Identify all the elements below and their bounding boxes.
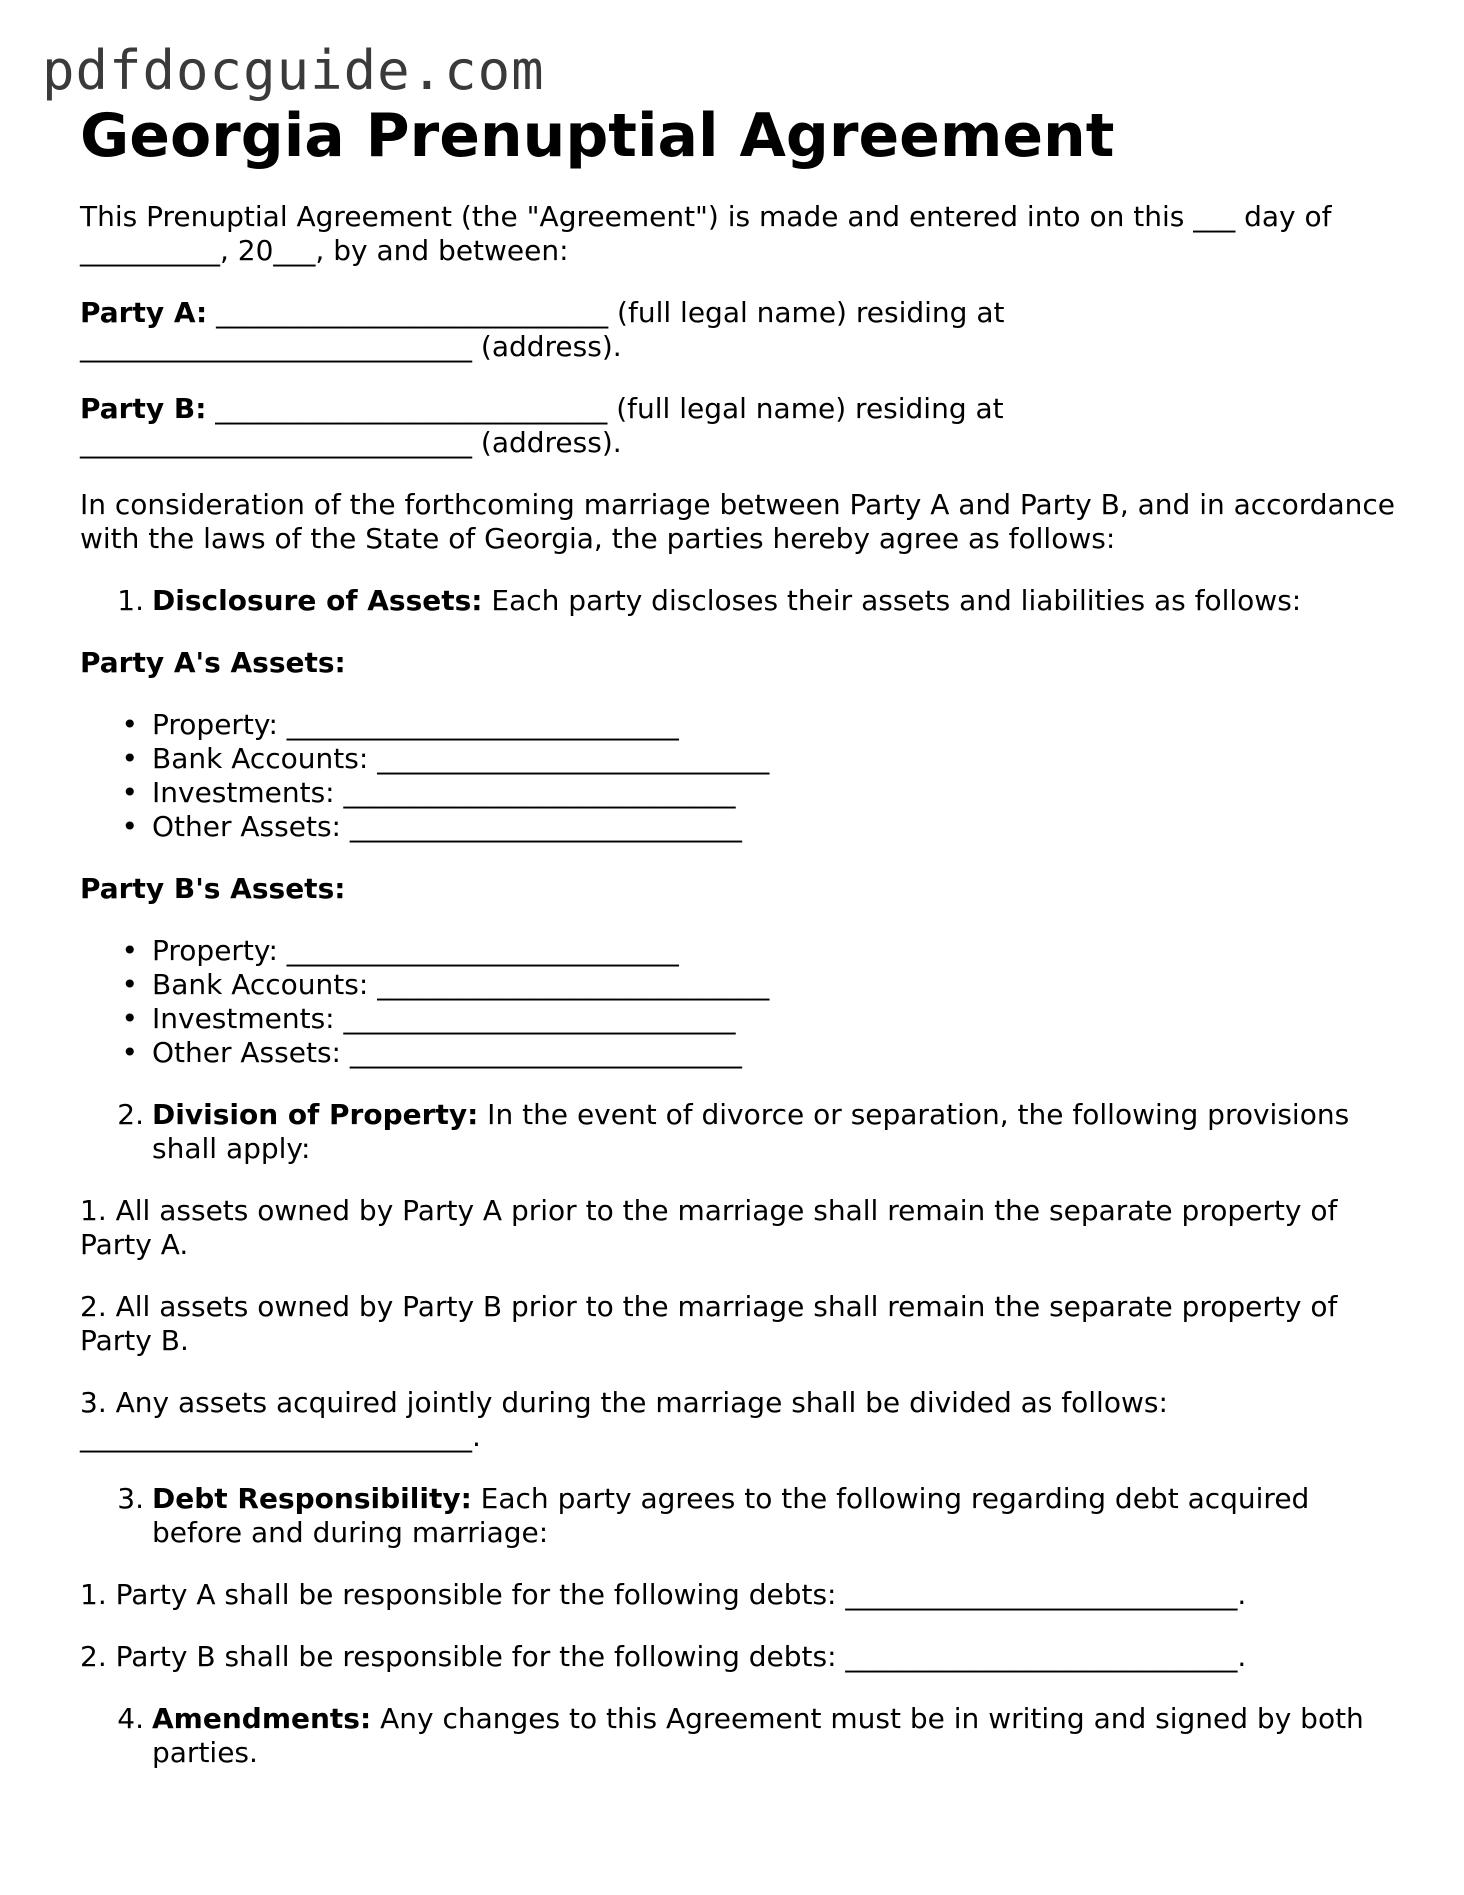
section-2-heading: Division of Property:	[152, 1098, 479, 1131]
party-a-label: Party A:	[80, 296, 208, 329]
section-1-text	[152, 584, 1400, 618]
section-2-body: In the event of divorce or separation, the following provisions shall apply:	[152, 1098, 1350, 1165]
document-page	[80, 100, 1400, 1798]
bullet-icon: •	[121, 1036, 138, 1069]
party-a-assets-list	[80, 708, 1400, 844]
bullet-icon: •	[121, 934, 138, 967]
section-3-clause: 1. Party A shall be responsible for the following debts: ____________________________.	[80, 1578, 1247, 1611]
section-1-heading: Disclosure of Assets:	[152, 584, 483, 617]
section-3-number: 3.	[117, 1482, 144, 1515]
bullet-icon: •	[121, 810, 138, 843]
bullet-icon: •	[121, 1002, 138, 1035]
party-b-assets-heading-text: Party B's Assets:	[80, 872, 346, 905]
section-1-body: Each party discloses their assets and liabilities as follows:	[482, 584, 1302, 617]
watermark-text: pdfdocguide.com	[42, 39, 545, 102]
bullet-icon: •	[121, 968, 138, 1001]
list-item	[80, 968, 1400, 1002]
party-b-label: Party B:	[80, 392, 207, 425]
bullet-icon: •	[121, 776, 138, 809]
bullet-icon: •	[121, 708, 138, 741]
section-3-clause: 2. Party B shall be responsible for the following debts: ____________________________.	[80, 1640, 1247, 1673]
consideration-paragraph: In consideration of the forthcoming marriage between Party A and Party B, and in accordance with the laws of the State of Georgia, the parties hereby agree as follows:	[80, 488, 1396, 555]
list-item	[80, 776, 1400, 810]
party-a-assets-heading-text: Party A's Assets:	[80, 646, 346, 679]
section-3-heading: Debt Responsibility:	[152, 1482, 472, 1515]
section-4-number: 4.	[117, 1702, 144, 1735]
intro-paragraph: This Prenuptial Agreement (the "Agreement") is made and entered into on this ___ day of __________, 20___, by and between:	[80, 200, 1332, 267]
list-item-text: Property: ____________________________	[152, 708, 679, 741]
party-a-assets-heading	[80, 646, 1400, 680]
party-a-text: ____________________________ (full legal name) residing at ____________________________ (address).	[80, 296, 1005, 363]
list-item-text: Bank Accounts: ____________________________	[152, 742, 770, 775]
section-4-body: Any changes to this Agreement must be in writing and signed by both parties.	[152, 1702, 1364, 1769]
list-item	[80, 708, 1400, 742]
list-item	[80, 810, 1400, 844]
party-b-assets-heading	[80, 872, 1400, 906]
list-item-text: Investments: ____________________________	[152, 776, 736, 809]
section-3-text	[152, 1482, 1400, 1550]
section-4-text	[152, 1702, 1400, 1770]
section-4-heading: Amendments:	[152, 1702, 372, 1735]
list-item	[80, 1036, 1400, 1070]
section-2-clause: 1. All assets owned by Party A prior to the marriage shall remain the separate property of Party A.	[80, 1194, 1338, 1261]
bullet-icon: •	[121, 742, 138, 775]
list-item	[80, 934, 1400, 968]
party-b-paragraph	[80, 392, 1400, 460]
section-2-clause: 3. Any assets acquired jointly during the marriage shall be divided as follows: ____________________________.	[80, 1386, 1168, 1453]
list-item-text: Property: ____________________________	[152, 934, 679, 967]
list-item	[80, 1002, 1400, 1036]
party-b-assets-list	[80, 934, 1400, 1070]
section-4	[80, 1702, 1400, 1770]
section-2-clause: 2. All assets owned by Party B prior to the marriage shall remain the separate property of Party B.	[80, 1290, 1338, 1357]
section-1	[80, 584, 1400, 618]
list-item	[80, 742, 1400, 776]
party-b-text: ____________________________ (full legal name) residing at ____________________________ (address).	[80, 392, 1004, 459]
list-item-text: Other Assets: ____________________________	[152, 810, 742, 843]
section-3	[80, 1482, 1400, 1550]
section-2	[80, 1098, 1400, 1166]
document-title: Georgia Prenuptial Agreement	[80, 101, 1115, 171]
section-2-text	[152, 1098, 1400, 1166]
list-item-text: Other Assets: ____________________________	[152, 1036, 742, 1069]
list-item-text: Investments: ____________________________	[152, 1002, 736, 1035]
party-a-paragraph	[80, 296, 1400, 364]
list-item-text: Bank Accounts: ____________________________	[152, 968, 770, 1001]
section-2-number: 2.	[117, 1098, 144, 1131]
section-3-body: Each party agrees to the following regarding debt acquired before and during marriage:	[152, 1482, 1310, 1549]
section-1-number: 1.	[117, 584, 144, 617]
